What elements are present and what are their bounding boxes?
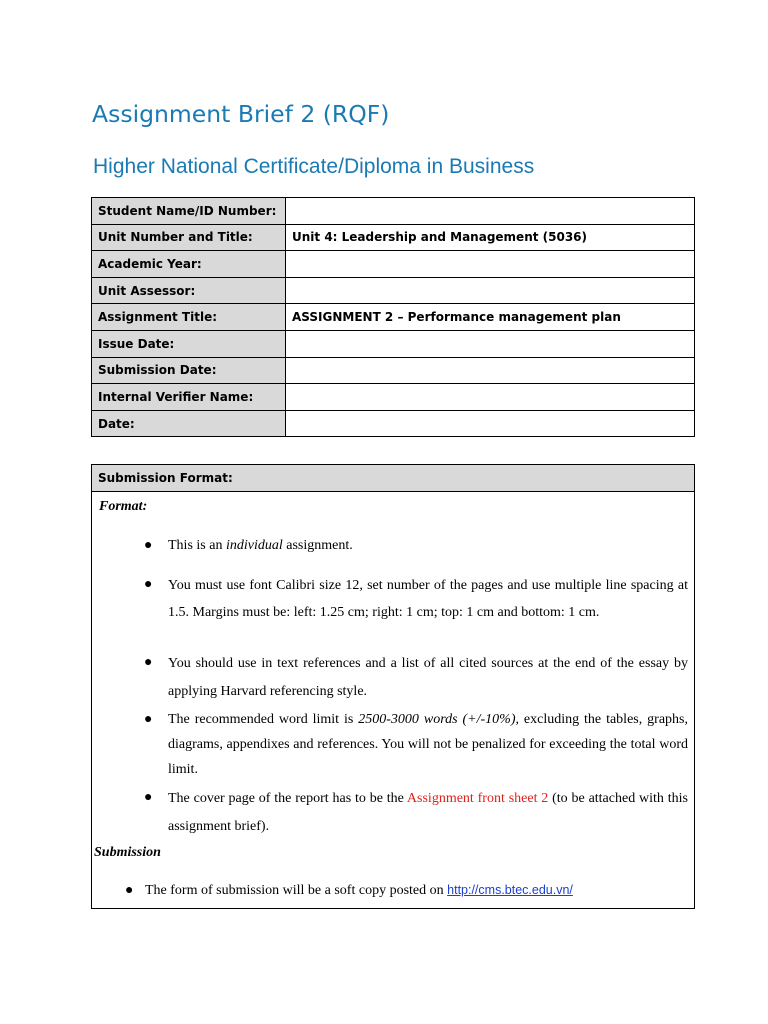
row-label: Academic Year: — [92, 251, 286, 278]
internal-verifier-field — [286, 384, 695, 411]
table-row — [92, 277, 695, 304]
row-label: Unit Assessor: — [92, 277, 286, 304]
bullet-icon: ● — [144, 790, 153, 805]
row-label: Assignment Title: — [92, 304, 286, 331]
table-row — [92, 251, 695, 278]
row-label: Date: — [92, 410, 286, 437]
table-row — [92, 384, 695, 411]
bullet-text: The recommended word limit is 2500-3000 words (+/-10%), excluding the tables, graphs, diagrams, appendixes and references. You will not be penalized for exceeding the total word limit. — [168, 712, 688, 777]
bullet-text: This is an individual assignment. — [168, 538, 353, 553]
bullet-icon: ● — [144, 655, 153, 670]
row-label: Submission Date: — [92, 357, 286, 384]
table-row — [92, 304, 695, 331]
table-row — [92, 224, 695, 251]
table-row — [92, 357, 695, 384]
unit-assessor-field — [286, 277, 695, 304]
assignment-title-value: ASSIGNMENT 2 – Performance management plan — [286, 304, 695, 331]
table-row — [92, 198, 695, 225]
submission-format-header: Submission Format: — [92, 465, 694, 492]
submission-format-box — [91, 464, 695, 909]
format-bullet-list — [92, 465, 694, 908]
bullet-icon: ● — [144, 538, 153, 553]
bullet-text: The cover page of the report has to be the Assignment front sheet 2 (to be attached with this assignment brief). — [168, 791, 688, 834]
bullet-text: You should use in text references and a list of all cited sources at the end of the essay by applying Harvard referencing style. — [168, 656, 688, 699]
page-subtitle: Higher National Certificate/Diploma in Business — [93, 155, 535, 178]
row-label: Internal Verifier Name: — [92, 384, 286, 411]
bullet-icon: ● — [125, 883, 134, 898]
date-field — [286, 410, 695, 437]
bullet-icon: ● — [144, 712, 153, 727]
academic-year-field — [286, 251, 695, 278]
row-label: Student Name/ID Number: — [92, 198, 286, 225]
assignment-info-table — [91, 197, 695, 437]
cms-link[interactable]: http://cms.btec.edu.vn/ — [447, 883, 573, 897]
format-heading: Format: — [99, 499, 148, 514]
list-item — [125, 879, 573, 902]
table-row — [92, 410, 695, 437]
row-label: Unit Number and Title: — [92, 224, 286, 251]
unit-title-value: Unit 4: Leadership and Management (5036) — [286, 224, 695, 251]
submission-date-field — [286, 357, 695, 384]
front-sheet-reference: Assignment front sheet 2 — [406, 791, 549, 806]
page-title: Assignment Brief 2 (RQF) — [92, 100, 390, 128]
bullet-text: You must use font Calibri size 12, set number of the pages and use multiple line spacing at 1.5. Margins must be: left: 1.25 cm; right: 1 cm; top: 1 cm and bottom: 1 cm. — [168, 578, 688, 620]
table-row — [92, 330, 695, 357]
submission-text: The form of submission will be a soft copy posted on — [145, 883, 448, 898]
submission-heading: Submission — [94, 845, 161, 860]
issue-date-field — [286, 330, 695, 357]
bullet-icon: ● — [144, 577, 153, 592]
student-name-field — [286, 198, 695, 225]
row-label: Issue Date: — [92, 330, 286, 357]
